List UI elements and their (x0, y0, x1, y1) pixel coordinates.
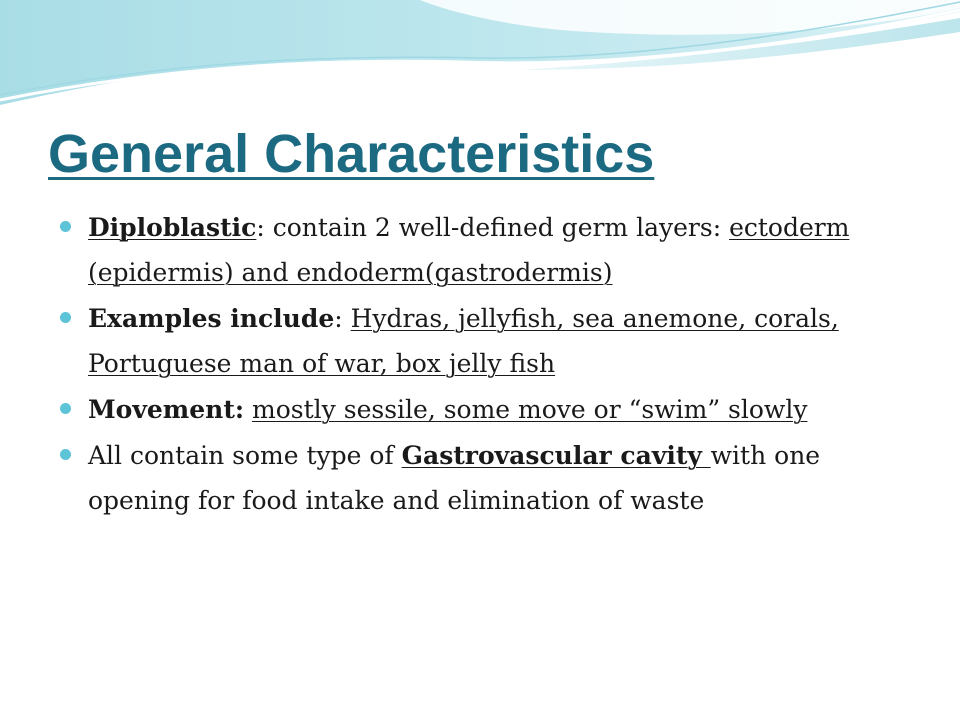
bullet-movement (60, 387, 920, 432)
separator: : (334, 304, 351, 333)
bullet-suffix-text: with one opening for food intake and elimination of waste (88, 441, 821, 515)
bullet-dot-icon (60, 449, 71, 460)
movement-text: mostly sessile, some move or “swim” slowly (252, 395, 808, 424)
bullet-gastrovascular (60, 433, 920, 523)
examples-list-text: Hydras, jellyfish, sea anemone, corals, Portuguese man of war, box jelly fish (88, 304, 839, 378)
separator: : (256, 213, 273, 242)
bullet-dot-icon (60, 312, 71, 323)
bullet-list (60, 205, 920, 524)
term-movement: Movement: (88, 395, 245, 424)
term-gastrovascular-cavity: Gastrovascular cavity (401, 441, 711, 470)
bullet-text: contain 2 well-defined germ layers: (272, 213, 730, 242)
separator (244, 395, 252, 424)
germ-layers-text: ectoderm (epidermis) and endoderm(gastrodermis) (88, 213, 850, 287)
bullet-prefix-text: All contain some type of (88, 441, 402, 470)
bullet-dot-icon (60, 403, 71, 414)
term-examples-include: Examples include (88, 304, 335, 333)
bullet-diploblastic (60, 205, 920, 295)
slide-title: General Characteristics (48, 124, 655, 184)
bullet-examples (60, 296, 920, 386)
term-diploblastic: Diploblastic (88, 213, 257, 242)
bullet-dot-icon (60, 221, 71, 232)
wave-decoration (0, 0, 960, 120)
